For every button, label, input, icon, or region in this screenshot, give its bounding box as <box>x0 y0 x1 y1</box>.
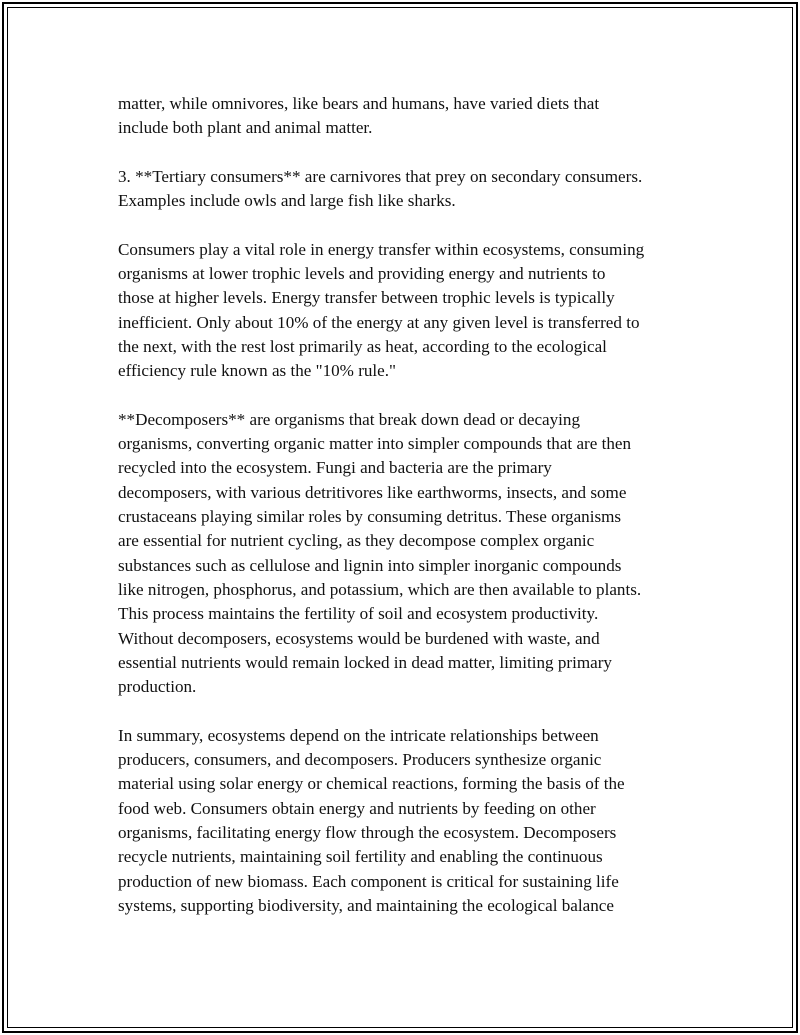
text-line: material using solar energy or chemical reactions, forming the basis of the <box>118 774 625 794</box>
text-line: food web. Consumers obtain energy and nutrients by feeding on other <box>118 798 596 818</box>
text-line: those at higher levels. Energy transfer between trophic levels is typically <box>118 288 615 308</box>
text-line: are essential for nutrient cycling, as they decompose complex organic <box>118 531 595 551</box>
text-line: the next, with the rest lost primarily as heat, according to the ecological <box>118 336 607 356</box>
text-line: Without decomposers, ecosystems would be burdened with waste, and <box>118 628 600 648</box>
text-line: substances such as cellulose and lignin into simpler inorganic compounds <box>118 555 622 575</box>
text-line: matter, while omnivores, like bears and humans, have varied diets that <box>118 94 600 113</box>
text-line: organisms, converting organic matter into simpler compounds that are then <box>118 434 632 454</box>
text-line: production of new biomass. Each component is critical for sustaining life <box>118 871 619 891</box>
text-line: inefficient. Only about 10% of the energy at any given level is transferred to <box>118 312 640 332</box>
text-line: Consumers play a vital role in energy transfer within ecosystems, consuming <box>118 239 645 259</box>
text-line: production. <box>118 677 197 697</box>
paragraph-decomposers <box>118 408 708 700</box>
text-line: In summary, ecosystems depend on the intricate relationships between <box>118 725 599 745</box>
text-line: efficiency rule known as the "10% rule." <box>118 361 397 381</box>
text-line: recycle nutrients, maintaining soil fertility and enabling the continuous <box>118 847 603 867</box>
text-line: decomposers, with various detritivores like earthworms, insects, and some <box>118 482 627 502</box>
text-line: Examples include owls and large fish like sharks. <box>118 191 456 211</box>
text-line: This process maintains the fertility of soil and ecosystem productivity. <box>118 604 599 624</box>
document-body <box>118 92 708 942</box>
text-line: **Decomposers** are organisms that break down dead or decaying <box>118 409 581 429</box>
text-line: producers, consumers, and decomposers. Producers synthesize organic <box>118 750 602 770</box>
text-line: crustaceans playing similar roles by consuming detritus. These organisms <box>118 507 622 527</box>
text-line: organisms, facilitating energy flow through the ecosystem. Decomposers <box>118 822 617 842</box>
text-line: essential nutrients would remain locked in dead matter, limiting primary <box>118 652 612 672</box>
text-line: 3. **Tertiary consumers** are carnivores that prey on secondary consumers. <box>118 166 643 186</box>
text-line: organisms at lower trophic levels and providing energy and nutrients to <box>118 264 606 284</box>
text-line: include both plant and animal matter. <box>118 118 373 138</box>
paragraph-energy-transfer <box>118 238 708 384</box>
text-line: like nitrogen, phosphorus, and potassium, which are then available to plants. <box>118 579 642 599</box>
text-line: systems, supporting biodiversity, and maintaining the ecological balance <box>118 895 614 915</box>
paragraph-tertiary-consumers <box>118 165 708 214</box>
paragraph-diets <box>118 92 708 141</box>
paragraph-summary <box>118 724 708 918</box>
text-line: recycled into the ecosystem. Fungi and bacteria are the primary <box>118 458 552 478</box>
